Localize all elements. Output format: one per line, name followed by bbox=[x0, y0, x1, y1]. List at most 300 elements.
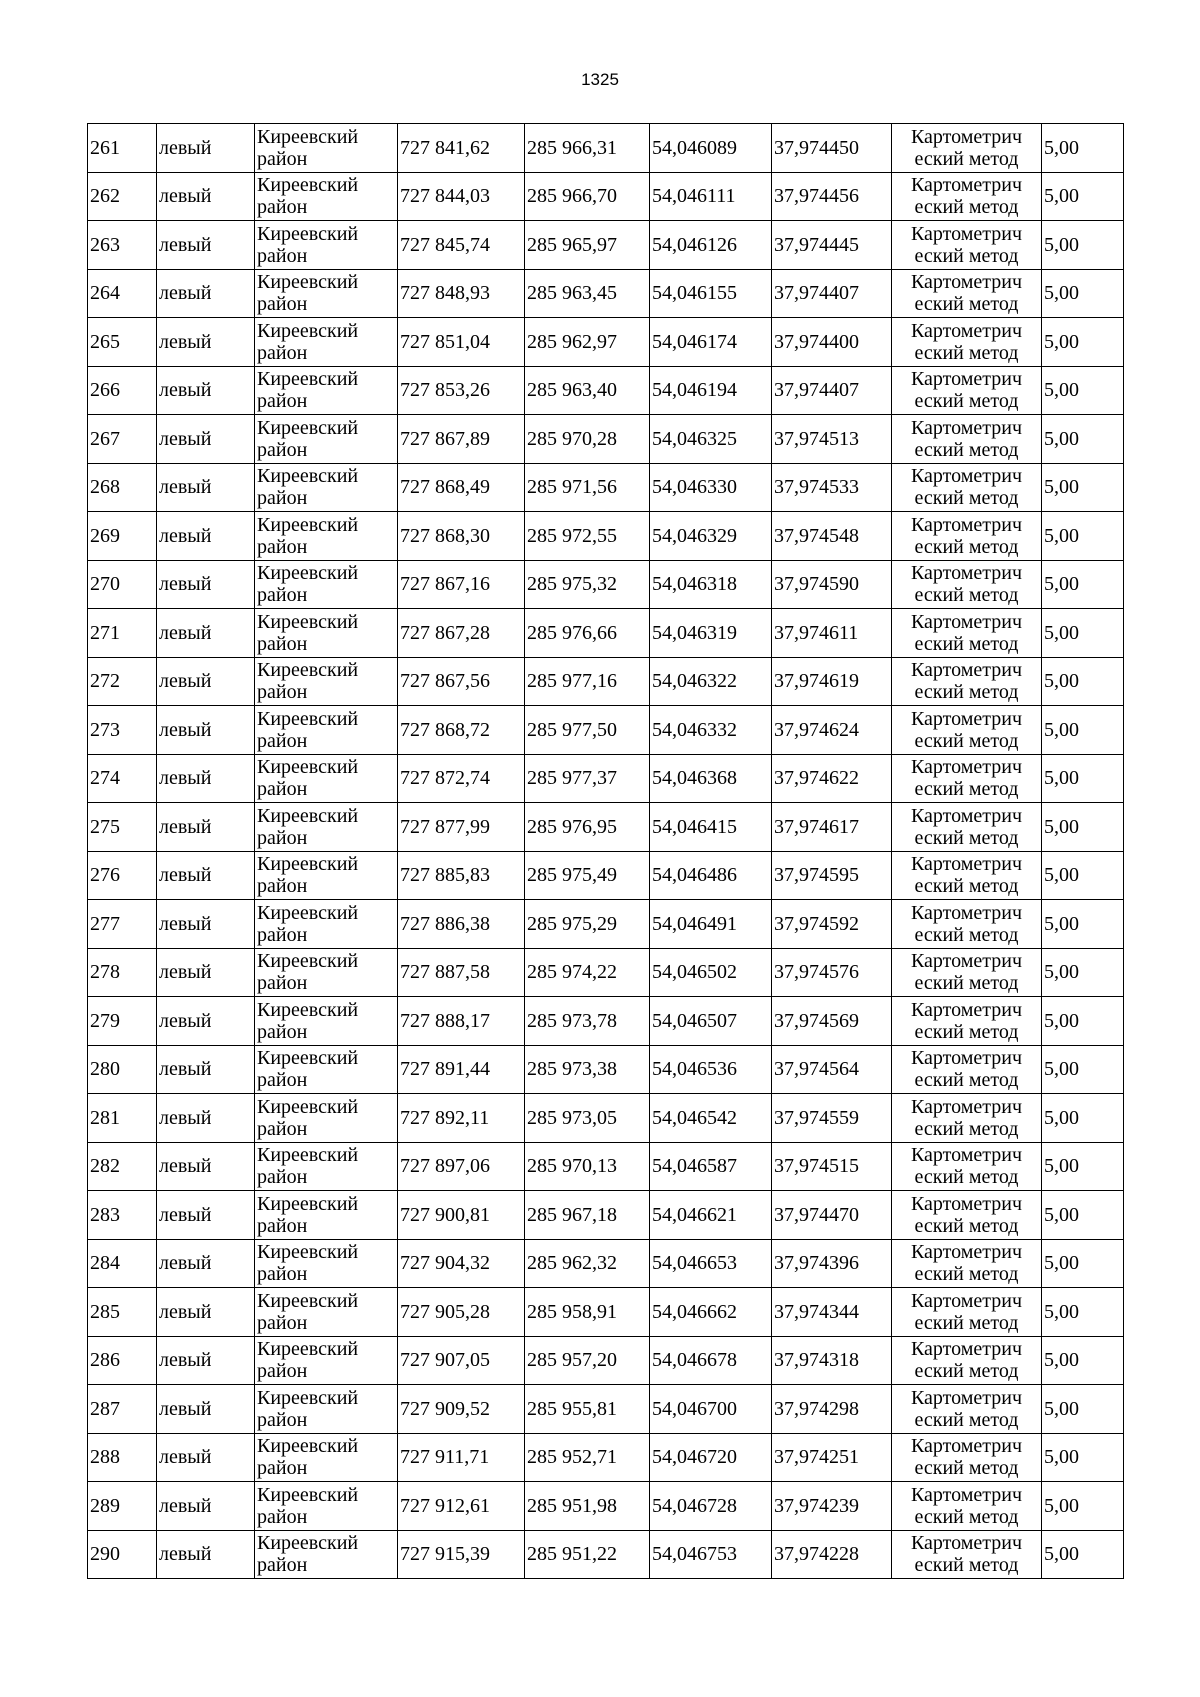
latitude-cell: 54,046194 bbox=[650, 366, 772, 415]
method-cell bbox=[892, 221, 1042, 270]
longitude-cell: 37,974619 bbox=[772, 657, 892, 706]
accuracy-cell: 5,00 bbox=[1042, 1191, 1124, 1240]
method-line: Картометрич bbox=[910, 416, 1023, 439]
district-line: район bbox=[257, 487, 308, 510]
point-number-cell: 261 bbox=[88, 124, 157, 173]
district-cell bbox=[255, 1530, 398, 1579]
table-row bbox=[88, 754, 1124, 803]
district-cell bbox=[255, 1433, 398, 1482]
method-line: еский метод bbox=[914, 1311, 1019, 1334]
y-coordinate-cell: 285 970,28 bbox=[525, 415, 650, 464]
accuracy-cell: 5,00 bbox=[1042, 1482, 1124, 1531]
method-cell bbox=[892, 269, 1042, 318]
method-line: Картометрич bbox=[910, 853, 1023, 876]
longitude-cell: 37,974318 bbox=[772, 1336, 892, 1385]
method-line: еский метод bbox=[914, 438, 1019, 461]
longitude-cell: 37,974513 bbox=[772, 415, 892, 464]
longitude-cell: 37,974611 bbox=[772, 609, 892, 658]
table-row bbox=[88, 900, 1124, 949]
district-cell bbox=[255, 609, 398, 658]
table-row bbox=[88, 221, 1124, 270]
longitude-cell: 37,974622 bbox=[772, 754, 892, 803]
x-coordinate-cell: 727 867,56 bbox=[398, 657, 525, 706]
latitude-cell: 54,046491 bbox=[650, 900, 772, 949]
district-cell bbox=[255, 803, 398, 852]
accuracy-cell: 5,00 bbox=[1042, 221, 1124, 270]
district-line: Киреевский bbox=[257, 1095, 359, 1118]
y-coordinate-cell: 285 972,55 bbox=[525, 512, 650, 561]
district-cell bbox=[255, 1142, 398, 1191]
y-coordinate-cell: 285 958,91 bbox=[525, 1288, 650, 1337]
method-line: Картометрич bbox=[910, 1095, 1023, 1118]
side-cell: левый bbox=[157, 1288, 255, 1337]
district-line: Киреевский bbox=[257, 950, 359, 973]
longitude-cell: 37,974470 bbox=[772, 1191, 892, 1240]
side-cell: левый bbox=[157, 172, 255, 221]
method-cell bbox=[892, 803, 1042, 852]
district-line: Киреевский bbox=[257, 125, 359, 148]
longitude-cell: 37,974445 bbox=[772, 221, 892, 270]
accuracy-cell: 5,00 bbox=[1042, 706, 1124, 755]
table-row bbox=[88, 415, 1124, 464]
district-line: Киреевский bbox=[257, 853, 359, 876]
method-line: Картометрич bbox=[910, 1289, 1023, 1312]
method-cell bbox=[892, 1433, 1042, 1482]
method-line: Картометрич bbox=[910, 319, 1023, 342]
table-row bbox=[88, 463, 1124, 512]
longitude-cell: 37,974251 bbox=[772, 1433, 892, 1482]
method-line: Картометрич bbox=[910, 901, 1023, 924]
longitude-cell: 37,974624 bbox=[772, 706, 892, 755]
method-line: еский метод bbox=[914, 875, 1019, 898]
accuracy-cell: 5,00 bbox=[1042, 851, 1124, 900]
side-cell: левый bbox=[157, 560, 255, 609]
side-cell: левый bbox=[157, 1433, 255, 1482]
longitude-cell: 37,974228 bbox=[772, 1530, 892, 1579]
side-cell: левый bbox=[157, 657, 255, 706]
side-cell: левый bbox=[157, 318, 255, 367]
point-number-cell: 278 bbox=[88, 948, 157, 997]
x-coordinate-cell: 727 905,28 bbox=[398, 1288, 525, 1337]
point-number-cell: 266 bbox=[88, 366, 157, 415]
longitude-cell: 37,974515 bbox=[772, 1142, 892, 1191]
method-cell bbox=[892, 463, 1042, 512]
x-coordinate-cell: 727 907,05 bbox=[398, 1336, 525, 1385]
latitude-cell: 54,046330 bbox=[650, 463, 772, 512]
x-coordinate-cell: 727 853,26 bbox=[398, 366, 525, 415]
x-coordinate-cell: 727 851,04 bbox=[398, 318, 525, 367]
method-line: еский метод bbox=[914, 196, 1019, 219]
side-cell: левый bbox=[157, 512, 255, 561]
method-line: еский метод bbox=[914, 1069, 1019, 1092]
y-coordinate-cell: 285 966,70 bbox=[525, 172, 650, 221]
table-row bbox=[88, 948, 1124, 997]
latitude-cell: 54,046542 bbox=[650, 1094, 772, 1143]
longitude-cell: 37,974533 bbox=[772, 463, 892, 512]
district-line: Киреевский bbox=[257, 1386, 359, 1409]
x-coordinate-cell: 727 868,49 bbox=[398, 463, 525, 512]
latitude-cell: 54,046368 bbox=[650, 754, 772, 803]
district-line: район bbox=[257, 923, 308, 946]
side-cell: левый bbox=[157, 1094, 255, 1143]
district-line: район bbox=[257, 390, 308, 413]
method-line: еский метод bbox=[914, 1360, 1019, 1383]
point-number-cell: 270 bbox=[88, 560, 157, 609]
side-cell: левый bbox=[157, 1142, 255, 1191]
longitude-cell: 37,974344 bbox=[772, 1288, 892, 1337]
district-line: район bbox=[257, 826, 308, 849]
district-line: Киреевский bbox=[257, 222, 359, 245]
accuracy-cell: 5,00 bbox=[1042, 609, 1124, 658]
method-line: еский метод bbox=[914, 632, 1019, 655]
point-number-cell: 279 bbox=[88, 997, 157, 1046]
x-coordinate-cell: 727 872,74 bbox=[398, 754, 525, 803]
x-coordinate-cell: 727 877,99 bbox=[398, 803, 525, 852]
point-number-cell: 289 bbox=[88, 1482, 157, 1531]
side-cell: левый bbox=[157, 221, 255, 270]
side-cell: левый bbox=[157, 1385, 255, 1434]
method-cell bbox=[892, 1142, 1042, 1191]
x-coordinate-cell: 727 867,89 bbox=[398, 415, 525, 464]
y-coordinate-cell: 285 955,81 bbox=[525, 1385, 650, 1434]
district-line: Киреевский bbox=[257, 1144, 359, 1167]
district-cell bbox=[255, 997, 398, 1046]
y-coordinate-cell: 285 971,56 bbox=[525, 463, 650, 512]
y-coordinate-cell: 285 952,71 bbox=[525, 1433, 650, 1482]
y-coordinate-cell: 285 951,98 bbox=[525, 1482, 650, 1531]
method-cell bbox=[892, 1530, 1042, 1579]
district-cell bbox=[255, 318, 398, 367]
latitude-cell: 54,046415 bbox=[650, 803, 772, 852]
district-line: район bbox=[257, 875, 308, 898]
method-line: еский метод bbox=[914, 487, 1019, 510]
longitude-cell: 37,974407 bbox=[772, 269, 892, 318]
method-cell bbox=[892, 1288, 1042, 1337]
district-cell bbox=[255, 415, 398, 464]
y-coordinate-cell: 285 963,40 bbox=[525, 366, 650, 415]
point-number-cell: 263 bbox=[88, 221, 157, 270]
x-coordinate-cell: 727 844,03 bbox=[398, 172, 525, 221]
district-cell bbox=[255, 560, 398, 609]
method-line: Картометрич bbox=[910, 125, 1023, 148]
district-line: Киреевский bbox=[257, 562, 359, 585]
latitude-cell: 54,046507 bbox=[650, 997, 772, 1046]
district-line: район bbox=[257, 1554, 308, 1577]
method-line: еский метод bbox=[914, 390, 1019, 413]
method-line: Картометрич bbox=[910, 1532, 1023, 1555]
method-line: Картометрич bbox=[910, 1435, 1023, 1458]
method-cell bbox=[892, 1045, 1042, 1094]
x-coordinate-cell: 727 887,58 bbox=[398, 948, 525, 997]
accuracy-cell: 5,00 bbox=[1042, 1239, 1124, 1288]
method-line: Картометрич bbox=[910, 562, 1023, 585]
side-cell: левый bbox=[157, 366, 255, 415]
longitude-cell: 37,974239 bbox=[772, 1482, 892, 1531]
accuracy-cell: 5,00 bbox=[1042, 1385, 1124, 1434]
longitude-cell: 37,974450 bbox=[772, 124, 892, 173]
district-line: Киреевский bbox=[257, 319, 359, 342]
side-cell: левый bbox=[157, 803, 255, 852]
x-coordinate-cell: 727 845,74 bbox=[398, 221, 525, 270]
y-coordinate-cell: 285 975,32 bbox=[525, 560, 650, 609]
longitude-cell: 37,974595 bbox=[772, 851, 892, 900]
side-cell: левый bbox=[157, 1191, 255, 1240]
side-cell: левый bbox=[157, 1336, 255, 1385]
longitude-cell: 37,974576 bbox=[772, 948, 892, 997]
page-number: 1325 bbox=[581, 70, 619, 89]
district-line: Киреевский bbox=[257, 368, 359, 391]
accuracy-cell: 5,00 bbox=[1042, 1045, 1124, 1094]
district-cell bbox=[255, 1239, 398, 1288]
table-row bbox=[88, 172, 1124, 221]
x-coordinate-cell: 727 848,93 bbox=[398, 269, 525, 318]
y-coordinate-cell: 285 965,97 bbox=[525, 221, 650, 270]
y-coordinate-cell: 285 966,31 bbox=[525, 124, 650, 173]
district-cell bbox=[255, 754, 398, 803]
latitude-cell: 54,046536 bbox=[650, 1045, 772, 1094]
accuracy-cell: 5,00 bbox=[1042, 803, 1124, 852]
method-cell bbox=[892, 706, 1042, 755]
table-row bbox=[88, 318, 1124, 367]
method-line: еский метод bbox=[914, 1408, 1019, 1431]
x-coordinate-cell: 727 912,61 bbox=[398, 1482, 525, 1531]
latitude-cell: 54,046319 bbox=[650, 609, 772, 658]
y-coordinate-cell: 285 967,18 bbox=[525, 1191, 650, 1240]
method-line: еский метод bbox=[914, 244, 1019, 267]
table-row bbox=[88, 657, 1124, 706]
y-coordinate-cell: 285 973,78 bbox=[525, 997, 650, 1046]
method-line: еский метод bbox=[914, 826, 1019, 849]
method-line: Картометрич bbox=[910, 756, 1023, 779]
method-line: еский метод bbox=[914, 923, 1019, 946]
table-row bbox=[88, 512, 1124, 561]
side-cell: левый bbox=[157, 754, 255, 803]
district-line: Киреевский bbox=[257, 1532, 359, 1555]
coordinates-table bbox=[87, 123, 1124, 1579]
latitude-cell: 54,046332 bbox=[650, 706, 772, 755]
district-cell bbox=[255, 1385, 398, 1434]
district-cell bbox=[255, 900, 398, 949]
method-line: Картометрич bbox=[910, 513, 1023, 536]
point-number-cell: 271 bbox=[88, 609, 157, 658]
x-coordinate-cell: 727 841,62 bbox=[398, 124, 525, 173]
district-line: Киреевский bbox=[257, 1192, 359, 1215]
accuracy-cell: 5,00 bbox=[1042, 124, 1124, 173]
table-body bbox=[88, 124, 1124, 1579]
district-line: район bbox=[257, 1505, 308, 1528]
method-line: еский метод bbox=[914, 293, 1019, 316]
longitude-cell: 37,974400 bbox=[772, 318, 892, 367]
table-row bbox=[88, 1482, 1124, 1531]
method-cell bbox=[892, 1191, 1042, 1240]
y-coordinate-cell: 285 962,32 bbox=[525, 1239, 650, 1288]
method-cell bbox=[892, 1385, 1042, 1434]
latitude-cell: 54,046700 bbox=[650, 1385, 772, 1434]
table-row bbox=[88, 706, 1124, 755]
longitude-cell: 37,974407 bbox=[772, 366, 892, 415]
method-line: Картометрич bbox=[910, 174, 1023, 197]
y-coordinate-cell: 285 962,97 bbox=[525, 318, 650, 367]
table-row bbox=[88, 1288, 1124, 1337]
latitude-cell: 54,046155 bbox=[650, 269, 772, 318]
table-row bbox=[88, 560, 1124, 609]
point-number-cell: 285 bbox=[88, 1288, 157, 1337]
side-cell: левый bbox=[157, 997, 255, 1046]
method-line: Картометрич bbox=[910, 659, 1023, 682]
longitude-cell: 37,974569 bbox=[772, 997, 892, 1046]
accuracy-cell: 5,00 bbox=[1042, 1288, 1124, 1337]
point-number-cell: 283 bbox=[88, 1191, 157, 1240]
district-line: район bbox=[257, 1166, 308, 1189]
x-coordinate-cell: 727 886,38 bbox=[398, 900, 525, 949]
method-line: Картометрич bbox=[910, 1386, 1023, 1409]
table-row bbox=[88, 1191, 1124, 1240]
method-cell bbox=[892, 900, 1042, 949]
point-number-cell: 286 bbox=[88, 1336, 157, 1385]
latitude-cell: 54,046089 bbox=[650, 124, 772, 173]
x-coordinate-cell: 727 911,71 bbox=[398, 1433, 525, 1482]
district-line: район bbox=[257, 1311, 308, 1334]
method-line: еский метод bbox=[914, 341, 1019, 364]
side-cell: левый bbox=[157, 609, 255, 658]
method-cell bbox=[892, 851, 1042, 900]
y-coordinate-cell: 285 975,49 bbox=[525, 851, 650, 900]
point-number-cell: 276 bbox=[88, 851, 157, 900]
latitude-cell: 54,046174 bbox=[650, 318, 772, 367]
table-row bbox=[88, 1530, 1124, 1579]
method-line: еский метод bbox=[914, 1505, 1019, 1528]
y-coordinate-cell: 285 977,37 bbox=[525, 754, 650, 803]
x-coordinate-cell: 727 891,44 bbox=[398, 1045, 525, 1094]
side-cell: левый bbox=[157, 1530, 255, 1579]
point-number-cell: 284 bbox=[88, 1239, 157, 1288]
method-line: еский метод bbox=[914, 1457, 1019, 1480]
method-cell bbox=[892, 124, 1042, 173]
district-line: район bbox=[257, 1263, 308, 1286]
side-cell: левый bbox=[157, 415, 255, 464]
latitude-cell: 54,046486 bbox=[650, 851, 772, 900]
district-line: район bbox=[257, 681, 308, 704]
point-number-cell: 287 bbox=[88, 1385, 157, 1434]
district-cell bbox=[255, 172, 398, 221]
point-number-cell: 274 bbox=[88, 754, 157, 803]
accuracy-cell: 5,00 bbox=[1042, 172, 1124, 221]
method-cell bbox=[892, 657, 1042, 706]
x-coordinate-cell: 727 867,16 bbox=[398, 560, 525, 609]
longitude-cell: 37,974617 bbox=[772, 803, 892, 852]
method-cell bbox=[892, 318, 1042, 367]
district-line: Киреевский bbox=[257, 1483, 359, 1506]
method-line: еский метод bbox=[914, 1214, 1019, 1237]
table-row bbox=[88, 997, 1124, 1046]
point-number-cell: 282 bbox=[88, 1142, 157, 1191]
method-cell bbox=[892, 609, 1042, 658]
district-line: Киреевский bbox=[257, 756, 359, 779]
longitude-cell: 37,974298 bbox=[772, 1385, 892, 1434]
table-row bbox=[88, 1239, 1124, 1288]
method-cell bbox=[892, 1239, 1042, 1288]
district-line: район bbox=[257, 729, 308, 752]
method-cell bbox=[892, 172, 1042, 221]
accuracy-cell: 5,00 bbox=[1042, 1142, 1124, 1191]
latitude-cell: 54,046126 bbox=[650, 221, 772, 270]
method-cell bbox=[892, 1482, 1042, 1531]
table-row bbox=[88, 803, 1124, 852]
side-cell: левый bbox=[157, 948, 255, 997]
district-line: Киреевский bbox=[257, 465, 359, 488]
side-cell: левый bbox=[157, 706, 255, 755]
longitude-cell: 37,974559 bbox=[772, 1094, 892, 1143]
y-coordinate-cell: 285 973,05 bbox=[525, 1094, 650, 1143]
accuracy-cell: 5,00 bbox=[1042, 512, 1124, 561]
y-coordinate-cell: 285 970,13 bbox=[525, 1142, 650, 1191]
latitude-cell: 54,046587 bbox=[650, 1142, 772, 1191]
district-line: район bbox=[257, 1457, 308, 1480]
district-cell bbox=[255, 1094, 398, 1143]
district-line: район bbox=[257, 244, 308, 267]
side-cell: левый bbox=[157, 1482, 255, 1531]
district-cell bbox=[255, 706, 398, 755]
district-line: Киреевский bbox=[257, 804, 359, 827]
method-line: еский метод bbox=[914, 1020, 1019, 1043]
district-line: район bbox=[257, 1360, 308, 1383]
district-cell bbox=[255, 463, 398, 512]
district-cell bbox=[255, 948, 398, 997]
district-line: Киреевский bbox=[257, 416, 359, 439]
method-line: еский метод bbox=[914, 1263, 1019, 1286]
district-line: Киреевский bbox=[257, 1289, 359, 1312]
side-cell: левый bbox=[157, 269, 255, 318]
y-coordinate-cell: 285 976,95 bbox=[525, 803, 650, 852]
y-coordinate-cell: 285 975,29 bbox=[525, 900, 650, 949]
y-coordinate-cell: 285 977,16 bbox=[525, 657, 650, 706]
longitude-cell: 37,974564 bbox=[772, 1045, 892, 1094]
point-number-cell: 277 bbox=[88, 900, 157, 949]
latitude-cell: 54,046325 bbox=[650, 415, 772, 464]
y-coordinate-cell: 285 973,38 bbox=[525, 1045, 650, 1094]
x-coordinate-cell: 727 909,52 bbox=[398, 1385, 525, 1434]
district-line: район bbox=[257, 584, 308, 607]
method-line: Картометрич bbox=[910, 368, 1023, 391]
method-cell bbox=[892, 415, 1042, 464]
latitude-cell: 54,046662 bbox=[650, 1288, 772, 1337]
side-cell: левый bbox=[157, 124, 255, 173]
district-cell bbox=[255, 512, 398, 561]
accuracy-cell: 5,00 bbox=[1042, 1094, 1124, 1143]
method-line: Картометрич bbox=[910, 1338, 1023, 1361]
point-number-cell: 268 bbox=[88, 463, 157, 512]
district-line: Киреевский bbox=[257, 1241, 359, 1264]
latitude-cell: 54,046621 bbox=[650, 1191, 772, 1240]
method-line: Картометрич bbox=[910, 998, 1023, 1021]
district-line: Киреевский bbox=[257, 513, 359, 536]
district-cell bbox=[255, 1482, 398, 1531]
district-cell bbox=[255, 366, 398, 415]
table-row bbox=[88, 1336, 1124, 1385]
accuracy-cell: 5,00 bbox=[1042, 269, 1124, 318]
accuracy-cell: 5,00 bbox=[1042, 900, 1124, 949]
method-line: Картометрич bbox=[910, 1192, 1023, 1215]
method-line: еский метод bbox=[914, 1166, 1019, 1189]
method-line: Картометрич bbox=[910, 1241, 1023, 1264]
method-cell bbox=[892, 366, 1042, 415]
x-coordinate-cell: 727 892,11 bbox=[398, 1094, 525, 1143]
x-coordinate-cell: 727 904,32 bbox=[398, 1239, 525, 1288]
y-coordinate-cell: 285 951,22 bbox=[525, 1530, 650, 1579]
point-number-cell: 265 bbox=[88, 318, 157, 367]
district-line: Киреевский bbox=[257, 610, 359, 633]
method-line: Картометрич bbox=[910, 707, 1023, 730]
